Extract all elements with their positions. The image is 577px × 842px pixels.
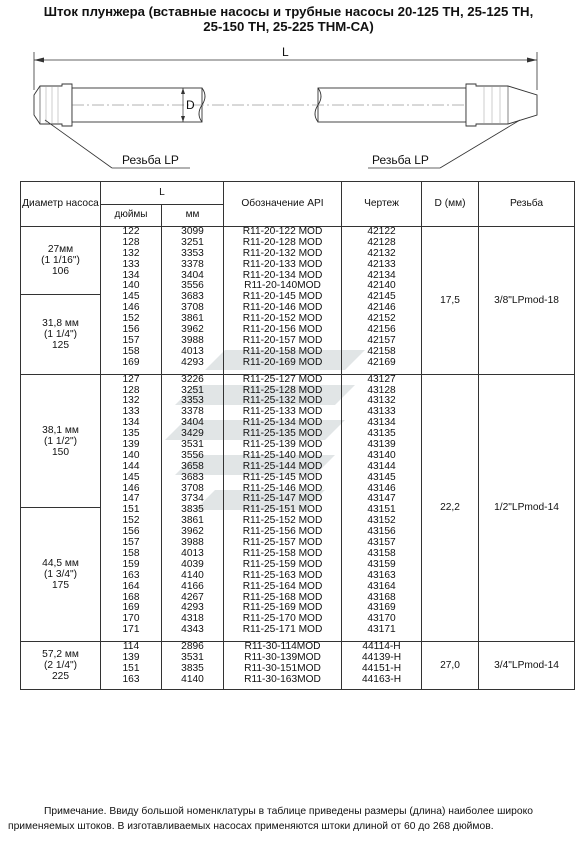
- cell-drawing: 42122: [367, 227, 396, 237]
- cell-drawing: 44163-H: [361, 674, 402, 685]
- cell-drawing: 43152: [367, 516, 396, 527]
- cell-mm: 4293: [181, 357, 204, 368]
- cell-drawing: 42157: [367, 335, 396, 346]
- cell-inches: 140: [122, 450, 140, 461]
- diameter-cell: [21, 642, 101, 690]
- cell-api: R11-20-145 MOD: [242, 292, 323, 303]
- cell-drawing: 43169: [367, 603, 396, 614]
- header-api: Обозначение API: [224, 182, 342, 227]
- column-mm: [162, 642, 224, 690]
- cell-api: R11-20-169 MOD: [242, 357, 323, 368]
- cell-mm: 3962: [181, 527, 204, 538]
- plunger-rod-table: [20, 181, 575, 690]
- d-mm-cell: 22,2: [422, 374, 479, 642]
- cell-mm: 3835: [181, 505, 204, 516]
- diameter-block: [21, 227, 100, 295]
- cell-drawing: 42128: [367, 237, 396, 248]
- column-drawing: [342, 374, 422, 642]
- header-row-1: [21, 182, 575, 205]
- cell-drawing: 42132: [367, 248, 396, 259]
- column-inches: [101, 374, 162, 642]
- cell-mm: 4013: [181, 548, 204, 559]
- cell-mm: 3378: [181, 407, 204, 418]
- diameter-block: [21, 375, 100, 509]
- cell-mm: 3429: [181, 429, 204, 440]
- diameter-mm: 27мм: [47, 244, 74, 256]
- cell-mm: 2896: [181, 642, 204, 653]
- cell-drawing: 42140: [367, 281, 396, 292]
- footnote-line-1: Примечание. Ввиду большой номенклатуры в таблице приведены размеры (длина) наиболее широко: [44, 806, 533, 817]
- cell-mm: 3988: [181, 335, 204, 346]
- diameter-mm: 57,2 мм: [42, 648, 79, 660]
- cell-mm: 3708: [181, 483, 204, 494]
- cell-drawing: 44139-H: [361, 653, 402, 664]
- cell-drawing: 43170: [367, 614, 396, 625]
- cell-drawing: 43144: [367, 461, 396, 472]
- cell-mm: 3353: [181, 396, 204, 407]
- cell-drawing: 43157: [367, 538, 396, 549]
- cell-mm: 3404: [181, 418, 204, 429]
- cell-drawing: 43159: [367, 559, 396, 570]
- thread-label-right: Резьба LP: [372, 153, 429, 167]
- cell-api: R11-20-133 MOD: [242, 259, 323, 270]
- cell-api: R11-25-156 MOD: [242, 527, 323, 538]
- cell-mm: 4166: [181, 581, 204, 592]
- column-drawing: [342, 642, 422, 690]
- diameter-code: 175: [52, 580, 69, 592]
- cell-mm: 3962: [181, 325, 204, 336]
- diameter-block: [21, 642, 100, 688]
- cell-drawing: 43146: [367, 483, 396, 494]
- cell-inches: 157: [122, 335, 140, 346]
- cell-api: R11-20-128 MOD: [242, 237, 323, 248]
- column-mm: [162, 227, 224, 375]
- column-inches: [101, 227, 162, 375]
- cell-inches: 147: [122, 494, 140, 505]
- cell-mm: 3353: [181, 248, 204, 259]
- cell-api: R11-30-114MOD: [244, 642, 321, 653]
- header-length: L: [101, 182, 224, 205]
- arrow-right-icon: [527, 58, 537, 63]
- cell-mm: 3734: [181, 494, 204, 505]
- table-body: [21, 227, 575, 690]
- cell-drawing: 43135: [367, 429, 396, 440]
- diameter-mm: 38,1 мм: [42, 424, 79, 436]
- cell-api: R11-20-158 MOD: [242, 346, 323, 357]
- cell-inches: 128: [122, 385, 140, 396]
- cell-drawing: 43132: [367, 396, 396, 407]
- cell-drawing: 43145: [367, 472, 396, 483]
- cell-mm: 3378: [181, 259, 204, 270]
- leader-right: [440, 120, 520, 168]
- cell-api: R11-20-140MOD: [244, 281, 321, 292]
- cell-inches: 132: [122, 248, 140, 259]
- cell-mm: 3861: [181, 516, 204, 527]
- cell-inches: 145: [122, 472, 140, 483]
- cell-api: R11-25-127 MOD: [242, 374, 323, 385]
- cell-inches: 169: [122, 357, 140, 368]
- cell-api: R11-25-145 MOD: [242, 472, 323, 483]
- cell-mm: 3556: [181, 281, 204, 292]
- cell-drawing: 43134: [367, 418, 396, 429]
- cell-inches: 151: [122, 664, 140, 675]
- thread-cell: 3/4"LPmod-14: [479, 642, 575, 690]
- cell-mm: 3658: [181, 461, 204, 472]
- cell-inches: 159: [122, 559, 140, 570]
- diameter-code: 125: [52, 340, 69, 352]
- cell-api: R11-25-159 MOD: [242, 559, 323, 570]
- column-inches: [101, 642, 162, 690]
- cell-api: R11-25-151 MOD: [242, 505, 323, 516]
- cell-mm: 4039: [181, 559, 204, 570]
- cell-mm: 4267: [181, 592, 204, 603]
- cell-mm: 4140: [181, 674, 204, 685]
- cell-drawing: 42145: [367, 292, 396, 303]
- cell-api: R11-25-152 MOD: [242, 516, 323, 527]
- cell-drawing: 43168: [367, 592, 396, 603]
- cell-mm: 3683: [181, 292, 204, 303]
- cell-inches: 163: [122, 570, 140, 581]
- diameter-inch: (1 1/2"): [43, 435, 78, 447]
- thread-cell: 3/8"LPmod-18: [479, 227, 575, 375]
- cell-inches: 152: [122, 516, 140, 527]
- cell-drawing: 42134: [367, 270, 396, 281]
- cell-drawing: 43163: [367, 570, 396, 581]
- cell-api: R11-25-146 MOD: [242, 483, 323, 494]
- cell-drawing: 42169: [367, 357, 396, 368]
- cell-api: R11-25-133 MOD: [242, 407, 323, 418]
- cell-drawing: 43133: [367, 407, 396, 418]
- cell-api: R11-25-164 MOD: [242, 581, 323, 592]
- cell-mm: 3683: [181, 472, 204, 483]
- cell-api: R11-25-170 MOD: [242, 614, 323, 625]
- footnote-line-2: применяемых штоков. В изготавливаемых насосах применяются штоки длиной от 60 до 268 дюймов.: [8, 821, 494, 832]
- cell-drawing: 43127: [367, 374, 396, 385]
- cell-inches: 133: [122, 407, 140, 418]
- cell-mm: 4318: [181, 614, 204, 625]
- table-group-row: [21, 642, 575, 690]
- cell-api: R11-25-140 MOD: [242, 450, 323, 461]
- cell-inches: 156: [122, 527, 140, 538]
- header-thread: Резьба: [479, 182, 575, 227]
- cell-mm: 4140: [181, 570, 204, 581]
- cell-inches: 128: [122, 237, 140, 248]
- cell-mm: 3708: [181, 303, 204, 314]
- diameter-block: [21, 295, 100, 373]
- cell-inches: 164: [122, 581, 140, 592]
- cell-drawing: 42158: [367, 346, 396, 357]
- cell-inches: 156: [122, 325, 140, 336]
- diameter-block: [21, 508, 100, 641]
- diameter-inch: (1 3/4"): [43, 569, 78, 581]
- footnote: [8, 804, 573, 834]
- diameter-cell: [21, 227, 101, 375]
- cell-drawing: 43147: [367, 494, 396, 505]
- cell-drawing: 42146: [367, 303, 396, 314]
- cell-drawing: 44151-H: [361, 664, 402, 675]
- cell-mm: 3988: [181, 538, 204, 549]
- cell-inches: 114: [122, 642, 140, 653]
- cell-mm: 3556: [181, 450, 204, 461]
- cell-api: R11-25-135 MOD: [242, 429, 323, 440]
- header-d-mm: D (мм): [422, 182, 479, 227]
- cell-drawing: 43158: [367, 548, 396, 559]
- header-inches: дюймы: [101, 204, 162, 227]
- cell-drawing: 43139: [367, 440, 396, 451]
- d-mm-cell: 27,0: [422, 642, 479, 690]
- cell-api: R11-25-139 MOD: [242, 440, 323, 451]
- diameter-mm: 31,8 мм: [42, 318, 79, 330]
- cell-inches: 158: [122, 346, 140, 357]
- cell-drawing: 42133: [367, 259, 396, 270]
- table-group-row: [21, 227, 575, 375]
- cell-mm: 3531: [181, 653, 204, 664]
- document-title: [6, 4, 571, 34]
- cell-drawing: 43156: [367, 527, 396, 538]
- cell-mm: 4293: [181, 603, 204, 614]
- diameter-code: 106: [52, 266, 69, 278]
- cell-drawing: 44114-H: [362, 642, 401, 653]
- cell-mm: 3531: [181, 440, 204, 451]
- cell-mm: 3251: [181, 385, 204, 396]
- cell-inches: 163: [122, 674, 140, 685]
- leader-left: [45, 120, 112, 168]
- cell-inches: 140: [122, 281, 140, 292]
- diameter-inch: (1 1/16"): [41, 255, 80, 267]
- rod-right-end: [466, 84, 537, 126]
- cell-api: R11-20-134 MOD: [242, 270, 323, 281]
- cell-drawing: 43164: [367, 581, 396, 592]
- cell-inches: 134: [122, 270, 140, 281]
- d-mm-cell: 17,5: [422, 227, 479, 375]
- header-drawing: Чертеж: [342, 182, 422, 227]
- cell-api: R11-20-132 MOD: [242, 248, 323, 259]
- header-diameter: Диаметр насоса: [21, 182, 101, 227]
- cell-inches: 135: [122, 429, 140, 440]
- cell-api: R11-20-146 MOD: [242, 303, 323, 314]
- column-drawing: [342, 227, 422, 375]
- diameter-inch: (2 1/4"): [43, 659, 78, 671]
- cell-inches: 146: [122, 303, 140, 314]
- cell-mm: 3226: [181, 374, 204, 385]
- cell-api: R11-30-139MOD: [244, 653, 321, 664]
- diameter-mm: 44,5 мм: [42, 558, 79, 570]
- diameter-code: 150: [52, 446, 69, 458]
- header-mm: мм: [162, 204, 224, 227]
- cell-api: R11-25-169 MOD: [242, 603, 323, 614]
- cell-inches: 139: [122, 653, 140, 664]
- cell-mm: 3861: [181, 314, 204, 325]
- cell-inches: 145: [122, 292, 140, 303]
- cell-inches: 170: [122, 614, 140, 625]
- cell-mm: 3099: [181, 227, 204, 237]
- cell-inches: 171: [122, 625, 140, 636]
- cell-inches: 157: [122, 538, 140, 549]
- cell-api: R11-30-151MOD: [244, 664, 321, 675]
- length-label: L: [282, 46, 289, 59]
- thread-label-left: Резьба LP: [122, 153, 179, 167]
- cell-mm: 3835: [181, 664, 204, 675]
- cell-drawing: 42156: [367, 325, 396, 336]
- cell-drawing: 43128: [367, 385, 396, 396]
- cell-api: R11-25-144 MOD: [242, 461, 323, 472]
- cell-inches: 146: [122, 483, 140, 494]
- cell-api: R11-20-122 MOD: [242, 227, 323, 237]
- cell-api: R11-25-168 MOD: [242, 592, 323, 603]
- cell-mm: 4013: [181, 346, 204, 357]
- cell-api: R11-20-156 MOD: [242, 325, 323, 336]
- cell-inches: 152: [122, 314, 140, 325]
- cell-inches: 139: [122, 440, 140, 451]
- cell-mm: 3251: [181, 237, 204, 248]
- cell-inches: 168: [122, 592, 140, 603]
- cell-inches: 169: [122, 603, 140, 614]
- cell-api: R11-25-128 MOD: [242, 385, 323, 396]
- cell-api: R11-25-158 MOD: [242, 548, 323, 559]
- cell-inches: 151: [122, 505, 140, 516]
- diameter-inch: (1 1/4"): [43, 329, 78, 341]
- column-api: [224, 642, 342, 690]
- column-api: [224, 227, 342, 375]
- cell-inches: 132: [122, 396, 140, 407]
- cell-inches: 134: [122, 418, 140, 429]
- cell-mm: 4343: [181, 625, 204, 636]
- arrow-left-icon: [34, 58, 44, 63]
- cell-api: R11-20-157 MOD: [242, 335, 323, 346]
- cell-mm: 3404: [181, 270, 204, 281]
- cell-api: R11-25-132 MOD: [242, 396, 323, 407]
- cell-api: R11-25-171 MOD: [242, 625, 323, 636]
- plunger-rod-drawing: [0, 46, 577, 176]
- cell-api: R11-20-152 MOD: [242, 314, 323, 325]
- diameter-cell: [21, 374, 101, 642]
- cell-drawing: 43171: [367, 625, 396, 636]
- title-line-2: 25-150 ТН, 25-225 ТНМ-СА): [203, 19, 374, 34]
- cell-inches: 158: [122, 548, 140, 559]
- cell-api: R11-25-134 MOD: [242, 418, 323, 429]
- title-line-1: Шток плунжера (вставные насосы и трубные насосы 20-125 ТН, 25-125 ТН,: [43, 4, 534, 19]
- cell-drawing: 43140: [367, 450, 396, 461]
- cell-api: R11-25-147 MOD: [242, 494, 323, 505]
- cell-drawing: 43151: [367, 505, 396, 516]
- cell-inches: 133: [122, 259, 140, 270]
- diameter-code: 225: [52, 670, 69, 682]
- cell-api: R11-25-163 MOD: [242, 570, 323, 581]
- column-mm: [162, 374, 224, 642]
- cell-inches: 144: [122, 461, 140, 472]
- cell-inches: 127: [122, 374, 140, 385]
- cell-api: R11-25-157 MOD: [242, 538, 323, 549]
- table-group-row: [21, 374, 575, 642]
- thread-cell: 1/2"LPmod-14: [479, 374, 575, 642]
- diameter-label: D: [186, 98, 195, 112]
- cell-drawing: 42152: [367, 314, 396, 325]
- cell-inches: 122: [122, 227, 140, 237]
- column-api: [224, 374, 342, 642]
- cell-api: R11-30-163MOD: [244, 674, 321, 685]
